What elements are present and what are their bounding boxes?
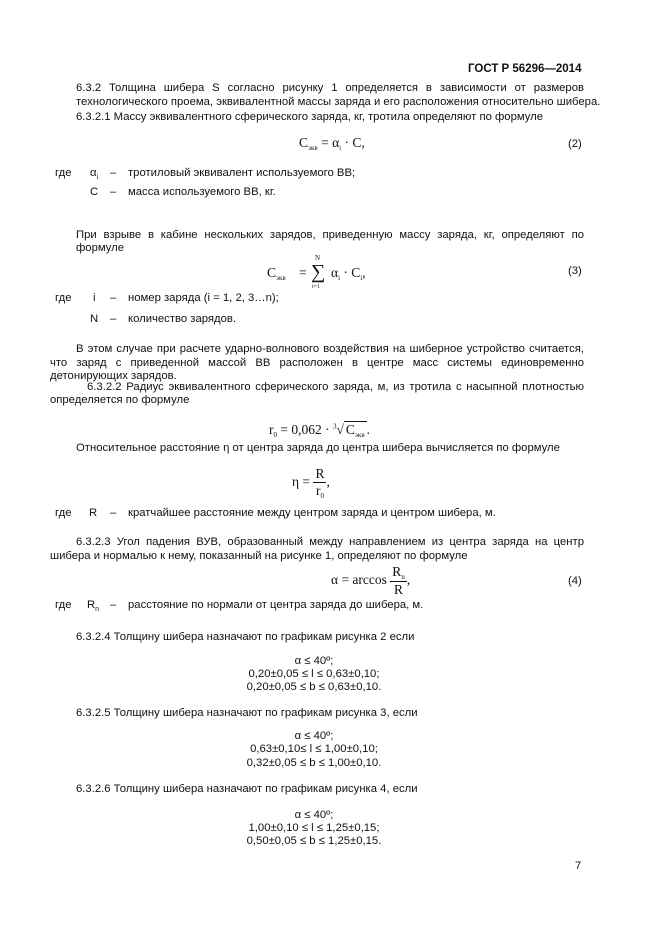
symbol-alpha-sub: i [96,174,99,181]
para-case-line3: детонирующих зарядов. [50,370,177,382]
para-case-line2: что заряд с приведенной массой ВВ расположен в центре масс системы единовременно [50,357,584,369]
para-6-3-2-3-line1: 6.3.2.3 Угол падения ВУВ, образованный между направлением из центра заряда на центр [76,536,584,548]
root-body [344,421,367,439]
standard-header: ГОСТ Р 56296—2014 [468,63,582,75]
where-symbol: C [90,186,99,198]
para-6-3-2-3-line2: шибера и нормалью к нему, показанный на рисунке 1, определяют по формуле [50,550,468,562]
condition-angle: α ≤ 40º; [294,655,334,667]
para-case-line1: В этом случае при расчете ударно-волнового воздействия на шиберное устройство считается, [76,343,584,355]
para-multi-line2: формуле [76,242,125,254]
f4-fraction [390,564,407,598]
f4-num-r: R [392,564,402,579]
where-dash: – [110,313,117,325]
condition-angle: α ≤ 40º; [294,730,334,742]
condition-width: 0,50±0,05 ≤ b ≤ 1,25±0,15. [246,835,382,847]
fr-lhs: r [269,422,274,437]
condition-length: 0,20±0,05 ≤ l ≤ 0,63±0,10; [248,668,380,680]
feta-lhs: η = [292,474,314,490]
fr-end: . [366,422,371,437]
f2-eq: = α [317,135,340,150]
condition-length: 1,00±0,10 ≤ l ≤ 1,25±0,15; [248,822,380,834]
where-label: где [55,507,72,519]
page-number: 7 [575,860,582,872]
formula-2-number: (2) [568,138,582,150]
root-index: 3 [332,422,337,431]
para-6-3-2-2-line2: определяется по формуле [50,394,190,406]
para-multi-line1: При взрыве в кабине нескольких зарядов, приведенную массу заряда, кг, определяют по [76,229,584,241]
where-desc: расстояние по нормали от центра заряда до шибера, м. [128,599,424,611]
f3-eq: = [299,265,307,280]
where-desc: количество зарядов. [128,313,237,325]
feta-den-r: r [315,483,321,498]
para-6-3-2-4: 6.3.2.4 Толщину шибера назначают по графикам рисунка 2 если [76,631,415,643]
f4-den: R [390,581,407,598]
symbol-alpha: α [90,167,97,179]
symbol-r: R [87,599,96,611]
f2-alpha-sub: i [339,144,342,152]
feta-num: R [315,466,325,481]
f4-num [390,564,407,581]
where-label: где [55,292,72,304]
f3-sum-bottom: i=1 [312,284,321,290]
formula-3 [267,255,407,293]
condition-width: 0,20±0,05 ≤ b ≤ 0,63±0,10. [246,681,382,693]
where-desc: масса используемого ВВ, кг. [128,186,276,198]
condition-angle: α ≤ 40º; [294,809,334,821]
sum-sign: ∑ [311,261,326,283]
condition-width: 0,32±0,05 ≤ b ≤ 1,00±0,10. [246,757,382,769]
where-dash: – [110,507,117,519]
where-label: где [55,167,72,179]
where-dash: – [110,186,117,198]
f3-lhs: C [267,265,277,280]
f3-alpha: α [331,265,339,280]
fr-root-sub: экв [354,431,365,439]
f3-alpha-sub: i [338,274,341,282]
where-symbol: N [90,313,99,325]
formula-4-number: (4) [568,575,582,587]
where-desc: кратчайшее расстояние между центром заряда и центром шибера, м. [128,507,496,519]
feta-end: , [326,474,330,490]
para-6-3-2-2-line1: 6.3.2.2 Радиус эквивалентного сферического заряда, м, из тротила с насыпной плотностью [87,381,584,393]
f3-c-sub: i [360,274,363,282]
where-label: где [55,599,72,611]
where-desc: номер заряда (i = 1, 2, 3…n); [128,292,279,304]
f4-num-sub: n [401,573,405,581]
feta-den-sub: 0 [320,492,324,500]
formula-radius [269,421,370,439]
formula-2 [299,135,365,152]
condition-length: 0,63±0,10≤ l ≤ 1,00±0,10; [250,743,378,755]
f2-rhs: · C, [341,135,365,150]
para-relative-distance: Относительное расстояние η от центра заряда до центра шибера вычисляется по формуле [76,442,560,454]
where-symbol: R [89,507,98,519]
where-dash: – [110,599,117,611]
f2-lhs-sub: экв [308,144,318,152]
f4-end: , [406,572,411,588]
formula-4 [331,564,410,598]
formula-eta [292,466,330,500]
symbol-r-sub: n [95,606,100,613]
fr-eq: = 0,062 · [277,422,333,437]
feta-fraction [313,466,326,500]
where-symbol [87,599,99,613]
f3-lhs-sub: экв [276,274,286,282]
para-6-3-2-6: 6.3.2.6 Толщину шибера назначают по графикам рисунка 4, если [76,783,418,795]
f3-end: , [362,265,366,280]
f3-sum-top: N [315,254,321,262]
f4-lhs: α = arccos [331,572,391,588]
where-symbol [90,167,98,181]
f3-c: · C [340,265,361,280]
para-6-3-2-5: 6.3.2.5 Толщину шибера назначают по графикам рисунка 3, если [76,707,418,719]
f2-lhs: C [299,135,309,150]
feta-den [313,482,326,500]
formula-3-number: (3) [568,265,582,277]
root-sign: √ [336,422,344,437]
fr-root-c: C [345,422,355,437]
para-6-3-2-line1: 6.3.2 Толщина шибера S согласно рисунку 1 определяется в зависимости от размеров [76,82,584,94]
where-dash: – [110,292,117,304]
where-symbol: i [93,292,96,304]
where-dash: – [110,167,117,179]
where-desc: тротиловый эквивалент используемого ВВ; [128,167,356,179]
para-6-3-2-line2: технологического проема, эквивалентной массы заряда и его расположения относительно шибера. [76,96,601,108]
fr-lhs-sub: 0 [273,431,277,439]
para-6-3-2-1: 6.3.2.1 Массу эквивалентного сферического заряда, кг, тротила определяют по формуле [76,111,544,123]
